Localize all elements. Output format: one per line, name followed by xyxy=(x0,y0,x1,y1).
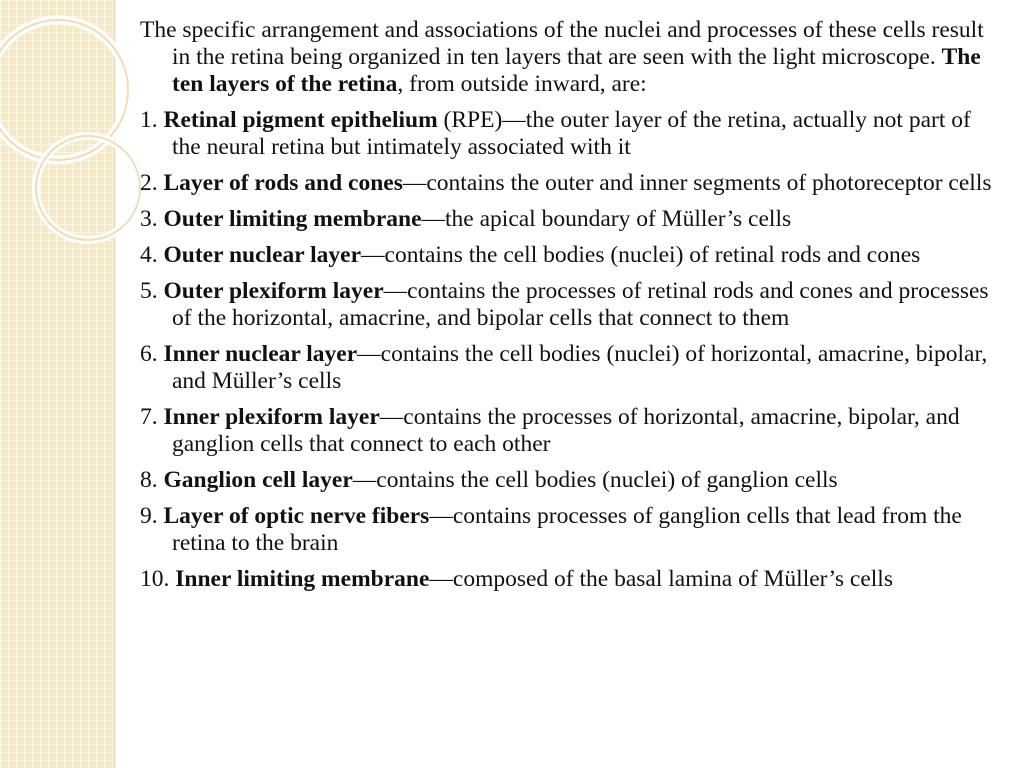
intro-text: The specific arrangement and associations of the nuclei and processes of these cells result in the retina being organized in ten layers that are seen with the light microscope. xyxy=(140,17,984,70)
text-body xyxy=(140,17,1000,602)
list-item xyxy=(140,503,1000,557)
layer-description: —composed of the basal lamina of Müller’s cells xyxy=(429,566,893,592)
layer-name: Ganglion cell layer xyxy=(163,467,353,493)
item-number: 10. xyxy=(140,566,176,592)
list-item xyxy=(140,206,1000,233)
layer-description: —the apical boundary of Müller’s cells xyxy=(421,206,792,232)
intro-bold-text: The ten layers of the retina xyxy=(172,44,981,97)
list-item xyxy=(140,341,1000,395)
layer-description: (RPE)—the outer layer of the retina, actually not part of the neural retina but intimately associated with it xyxy=(172,107,971,160)
layer-name: Inner nuclear layer xyxy=(163,341,358,367)
item-number: 8. xyxy=(140,467,164,493)
layer-name: Outer plexiform layer xyxy=(163,278,384,304)
side-strip-edge xyxy=(113,0,116,768)
intro-text-end: , from outside inward, are: xyxy=(397,71,647,97)
layer-name: Layer of optic nerve fibers xyxy=(163,503,430,529)
list-item xyxy=(140,467,1000,494)
item-number: 1. xyxy=(140,107,164,133)
intro-paragraph xyxy=(140,17,1000,98)
decorative-side-strip xyxy=(0,0,113,768)
layer-name: Inner plexiform layer xyxy=(163,404,380,430)
item-number: 5. xyxy=(140,278,164,304)
layer-description: —contains the processes of retinal rods and cones and processes of the horizontal, amacrine, and bipolar cells that connect to them xyxy=(172,278,989,331)
item-number: 6. xyxy=(140,341,164,367)
list-item xyxy=(140,242,1000,269)
layer-description: —contains the processes of horizontal, amacrine, bipolar, and ganglion cells that connect to each other xyxy=(172,404,960,457)
layer-name: Inner limiting membrane xyxy=(175,566,430,592)
layer-name: Retinal pigment epithelium xyxy=(163,107,438,133)
list-item xyxy=(140,278,1000,332)
list-item xyxy=(140,404,1000,458)
list-item xyxy=(140,170,1000,197)
layer-description: —contains the outer and inner segments of photoreceptor cells xyxy=(402,170,992,196)
item-number: 9. xyxy=(140,503,164,529)
layer-name: Outer limiting membrane xyxy=(163,206,422,232)
layer-description: —contains the cell bodies (nuclei) of ganglion cells xyxy=(352,467,838,493)
layer-name: Layer of rods and cones xyxy=(163,170,403,196)
layer-description: —contains the cell bodies (nuclei) of horizontal, amacrine, bipolar, and Müller’s cells xyxy=(172,341,988,394)
item-number: 7. xyxy=(140,404,164,430)
item-number: 2. xyxy=(140,170,164,196)
layer-name: Outer nuclear layer xyxy=(163,242,362,268)
layer-description: —contains the cell bodies (nuclei) of retinal rods and cones xyxy=(361,242,921,268)
layer-description: —contains processes of ganglion cells that lead from the retina to the brain xyxy=(172,503,962,556)
list-item xyxy=(140,566,1000,593)
list-item xyxy=(140,107,1000,161)
item-number: 4. xyxy=(140,242,164,268)
item-number: 3. xyxy=(140,206,164,232)
